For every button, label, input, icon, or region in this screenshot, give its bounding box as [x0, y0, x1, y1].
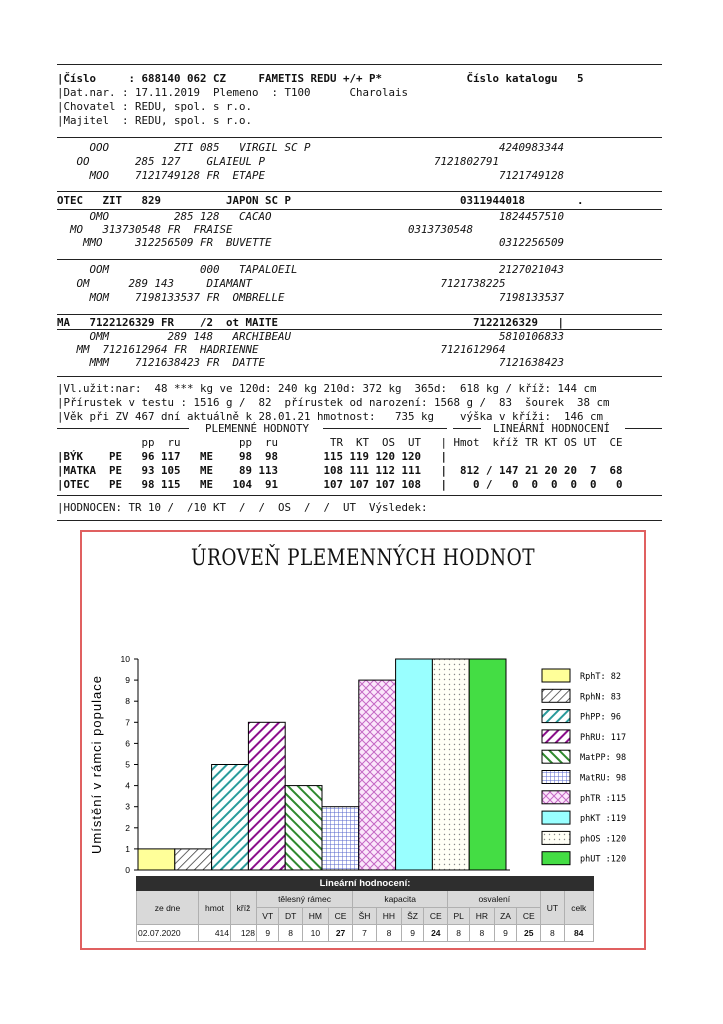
divider: [57, 314, 662, 315]
breeding-row-sire: |OTEC PE 98 115 ME 104 91 107 107 107 108 | 0 / 0 0 0 0 0 0: [57, 478, 623, 491]
col-hr: HR: [470, 908, 495, 925]
cell-ce-capacity: 24: [424, 925, 448, 942]
cell-dt: 8: [279, 925, 302, 942]
chart-panel: [80, 530, 646, 950]
divider: [57, 137, 662, 138]
legend-label: PhPP: 96: [580, 712, 621, 723]
legend-label: MatRU: 98: [580, 773, 627, 784]
legend-swatch: [542, 811, 570, 824]
legend-swatch: [542, 730, 570, 743]
cell-total: 84: [564, 925, 593, 942]
y-tick-label: 3: [125, 801, 130, 812]
performance-line-gain: |Přírustek v testu : 1516 g / 82 přírustek od narození: 1568 g / 83 šourek 38 cm: [57, 396, 610, 409]
divider: [453, 428, 481, 429]
pedigree-omm: OMM 289 148 ARCHIBEAU 5810106833: [57, 330, 565, 343]
col-ce-capacity: CE: [424, 908, 448, 925]
legend-swatch: [542, 852, 570, 865]
col-vt: VT: [257, 908, 279, 925]
col-hh: HH: [377, 908, 402, 925]
col-ce-frame: CE: [329, 908, 353, 925]
cell-weight: 414: [199, 925, 231, 942]
group-muscling: osvalení: [448, 891, 541, 908]
pedigree-mom: MOM 7198133537 FR OMBRELLE 7198133537: [57, 291, 565, 304]
pedigree-mo: MO 313730548 FR FRAISE 0313730548: [57, 223, 474, 236]
bar-2: [212, 765, 249, 871]
bar-3: [248, 722, 285, 870]
cell-hm: 10: [302, 925, 328, 942]
col-sz: ŠZ: [401, 908, 423, 925]
breeding-columns: pp ru pp ru TR KT OS UT | Hmot kříž TR KT OS UT CE: [57, 436, 623, 449]
linear-evaluation-table: [136, 876, 594, 942]
section-linear-evaluation: LINEÁRNÍ HODNOCENÍ: [493, 422, 611, 435]
legend-label: RphN: 83: [580, 692, 621, 703]
bar-6: [359, 680, 396, 870]
legend-label: phKT :119: [580, 814, 627, 825]
divider: [323, 428, 447, 429]
col-total: celk: [564, 891, 593, 925]
col-weight: hmot: [199, 891, 231, 925]
evaluation-line: |HODNOCEN: TR 10 / /10 KT / / OS / / UT Výsledek:: [57, 501, 428, 514]
cell-sz: 9: [401, 925, 423, 942]
bar-5: [322, 807, 359, 870]
group-body-frame: tělesný rámec: [257, 891, 353, 908]
legend-swatch: [542, 791, 570, 804]
pedigree-oom: OOM 000 TAPALOEIL 2127021043: [57, 263, 565, 276]
legend-swatch: [542, 750, 570, 763]
bar-8: [432, 659, 469, 870]
breeding-row-dam: |MATKA PE 93 105 ME 89 113 108 111 112 111 | 812 / 147 21 20 20 7 68: [57, 464, 623, 477]
header-line-number: |Číslo : 688140 062 CZ FAMETIS REDU +/+ P* Číslo katalogu 5: [57, 72, 584, 85]
y-tick-label: 4: [125, 780, 130, 791]
col-dt: DT: [279, 908, 302, 925]
col-hm: HM: [302, 908, 328, 925]
cell-ut: 8: [541, 925, 564, 942]
legend-swatch: [542, 689, 570, 702]
y-tick-label: 9: [125, 675, 130, 686]
cell-vt: 9: [257, 925, 279, 942]
pedigree-moo: MOO 7121749128 FR ETAPE 7121749128: [57, 169, 565, 182]
y-tick-label: 5: [125, 759, 130, 770]
divider: [57, 259, 662, 260]
table-row: [137, 925, 594, 942]
col-ut: UT: [541, 891, 564, 925]
col-date: ze dne: [137, 891, 199, 925]
legend-label: RphT: 82: [580, 672, 621, 682]
pedigree-oo: OO 285 127 GLAIEUL P 7121802791: [57, 155, 500, 168]
y-tick-label: 6: [125, 738, 130, 749]
legend-swatch: [542, 710, 570, 723]
group-capacity: kapacita: [353, 891, 448, 908]
pedigree-mm: MM 7121612964 FR HADRIENNE 7121612964: [57, 343, 506, 356]
legend-label: MatPP: 98: [580, 753, 627, 764]
legend-label: phTR :115: [580, 793, 627, 804]
linear-table-title: Lineární hodnocení:: [137, 877, 594, 891]
divider: [57, 495, 662, 496]
top-divider: [57, 64, 662, 65]
pedigree-sire: OTEC ZIT 829 JAPON SC P 0311944018 .: [57, 194, 584, 207]
col-cross: kříž: [231, 891, 257, 925]
cell-pl: 8: [448, 925, 470, 942]
section-breeding-values: PLEMENNÉ HODNOTY: [205, 422, 310, 435]
header-line-birth: |Dat.nar. : 17.11.2019 Plemeno : T100 Charolais: [57, 86, 409, 99]
legend-swatch: [542, 669, 570, 682]
legend-label: PhRU: 117: [580, 732, 627, 743]
divider: [57, 428, 189, 429]
legend-swatch: [542, 771, 570, 784]
cell-za: 9: [494, 925, 516, 942]
cell-ce-muscling: 25: [517, 925, 541, 942]
pedigree-mmm: MMM 7121638423 FR DATTE 7121638423: [57, 356, 565, 369]
legend-label: phUT :120: [580, 854, 627, 865]
pedigree-dam: MA 7122126329 FR /2 ot MAITE 7122126329 |: [57, 316, 565, 329]
bar-9: [469, 659, 506, 870]
y-tick-label: 8: [125, 696, 130, 707]
cell-date: 02.07.2020: [137, 925, 199, 942]
cell-hr: 8: [470, 925, 495, 942]
divider: [57, 191, 662, 192]
pedigree-omo: OMO 285 128 CACAO 1824457510: [57, 210, 565, 223]
chart-title: ÚROVEŇ PLEMENNÝCH HODNOT: [191, 546, 535, 571]
breeding-row-bull: |BÝK PE 96 117 ME 98 98 115 119 120 120 |: [57, 450, 448, 463]
col-za: ZA: [494, 908, 516, 925]
y-tick-label: 1: [125, 843, 130, 854]
col-sh: ŠH: [353, 908, 377, 925]
y-tick-label: 0: [125, 865, 130, 875]
y-tick-label: 7: [125, 717, 130, 728]
pedigree-ooo: OOO ZTI 085 VIRGIL SC P 4240983344: [57, 141, 565, 154]
cell-hh: 8: [377, 925, 402, 942]
bar-0: [138, 849, 175, 870]
bar-1: [175, 849, 212, 870]
cell-sh: 7: [353, 925, 377, 942]
legend-label: phOS :120: [580, 834, 627, 845]
bottom-divider: [57, 520, 662, 521]
cell-ce-frame: 27: [329, 925, 353, 942]
y-axis-label: Umístění v rámci populace: [89, 675, 104, 854]
legend-swatch: [542, 831, 570, 844]
performance-line-weights: |Vl.užit:nar: 48 *** kg ve 120d: 240 kg 210d: 372 kg 365d: 618 kg / kříž: 144 cm: [57, 382, 597, 395]
header-line-owner: |Majitel : REDU, spol. s r.o.: [57, 114, 253, 127]
col-ce-muscling: CE: [517, 908, 541, 925]
y-tick-label: 2: [125, 822, 130, 833]
col-pl: PL: [448, 908, 470, 925]
divider: [625, 428, 662, 429]
pedigree-mmo: MMO 312256509 FR BUVETTE 0312256509: [57, 236, 565, 249]
pedigree-card: [57, 64, 665, 526]
pedigree-om: OM 289 143 DIAMANT 7121738225: [57, 277, 506, 290]
header-line-breeder: |Chovatel : REDU, spol. s r.o.: [57, 100, 253, 113]
cell-cross: 128: [231, 925, 257, 942]
performance-line-age: |Věk při ZV 467 dní aktuálně k 28.01.21 hmotnost: 735 kg výška v kříži: 146 cm: [57, 410, 604, 423]
divider: [57, 376, 662, 377]
bar-7: [396, 659, 433, 870]
y-tick-label: 10: [120, 654, 130, 664]
bar-4: [285, 786, 322, 870]
